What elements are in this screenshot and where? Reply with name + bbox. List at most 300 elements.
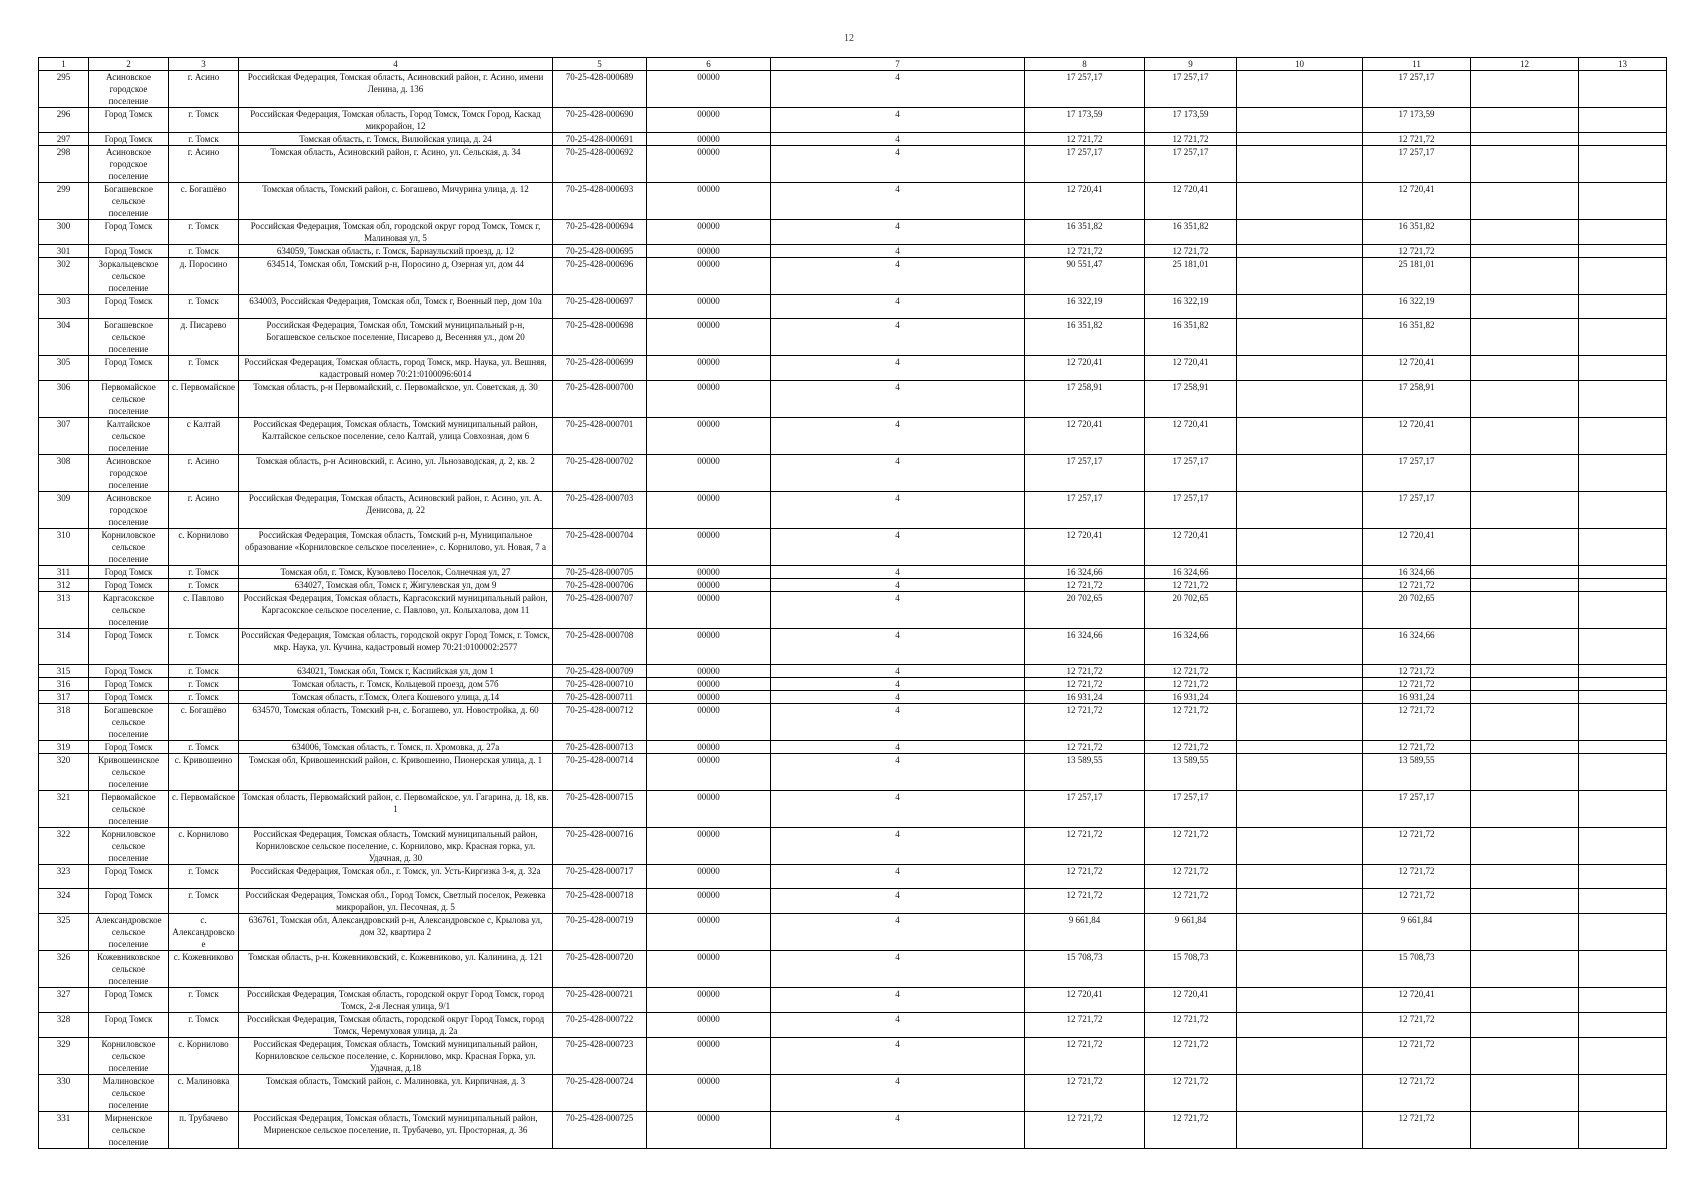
category-cell: 4 bbox=[771, 579, 1025, 592]
table-row bbox=[39, 951, 1667, 988]
empty-cell bbox=[1237, 319, 1363, 356]
municipality-cell: Корниловское сельское поселение bbox=[89, 529, 169, 566]
amount-cell: 16 322,19 bbox=[1025, 295, 1145, 319]
empty-cell bbox=[1471, 579, 1579, 592]
amount-cell: 17 257,17 bbox=[1145, 455, 1237, 492]
code-cell: 00000 bbox=[647, 108, 771, 133]
category-cell: 4 bbox=[771, 418, 1025, 455]
empty-cell bbox=[1471, 629, 1579, 665]
column-number: 2 bbox=[89, 58, 169, 71]
address-cell: 634027, Томская обл, Томск г, Жигулевская ул, дом 9 bbox=[239, 579, 553, 592]
total-cell: 16 324,66 bbox=[1363, 566, 1471, 579]
locality-cell: с. Первомайское bbox=[169, 791, 239, 828]
category-cell: 4 bbox=[771, 1112, 1025, 1149]
column-number: 12 bbox=[1471, 58, 1579, 71]
address-cell: Российская Федерация, Томская область, Томский муниципальный район, Мирненское сельское поселение, п. Трубачево, ул. Просторная, д. 36 bbox=[239, 1112, 553, 1149]
address-cell: Российская Федерация, Томская область, Томский муниципальный район, Корниловское сельское поселение, с. Корнилово, мкр. Красная горка, ул. Удачная, д. 30 bbox=[239, 828, 553, 865]
empty-cell bbox=[1579, 914, 1667, 951]
category-cell: 4 bbox=[771, 629, 1025, 665]
row-number-cell: 304 bbox=[39, 319, 89, 356]
empty-cell bbox=[1471, 529, 1579, 566]
empty-cell bbox=[1471, 71, 1579, 108]
empty-cell bbox=[1471, 1112, 1579, 1149]
amount-cell: 12 721,72 bbox=[1145, 1075, 1237, 1112]
empty-cell bbox=[1579, 741, 1667, 754]
address-cell: Томская область, р-н Первомайский, с. Первомайское, ул. Советская, д. 30 bbox=[239, 381, 553, 418]
empty-cell bbox=[1579, 381, 1667, 418]
locality-cell: д. Поросино bbox=[169, 258, 239, 295]
registry-code-cell: 70-25-428-000713 bbox=[553, 741, 647, 754]
empty-cell bbox=[1579, 592, 1667, 629]
table-row bbox=[39, 704, 1667, 741]
empty-cell bbox=[1237, 1112, 1363, 1149]
empty-cell bbox=[1237, 492, 1363, 529]
column-number: 10 bbox=[1237, 58, 1363, 71]
empty-cell bbox=[1579, 865, 1667, 889]
code-cell: 00000 bbox=[647, 418, 771, 455]
empty-cell bbox=[1471, 1013, 1579, 1038]
registry-code-cell: 70-25-428-000695 bbox=[553, 245, 647, 258]
amount-cell: 16 351,82 bbox=[1145, 220, 1237, 245]
row-number-cell: 318 bbox=[39, 704, 89, 741]
category-cell: 4 bbox=[771, 146, 1025, 183]
registry-code-cell: 70-25-428-000721 bbox=[553, 988, 647, 1013]
code-cell: 00000 bbox=[647, 629, 771, 665]
registry-code-cell: 70-25-428-000705 bbox=[553, 566, 647, 579]
total-cell: 12 721,72 bbox=[1363, 1075, 1471, 1112]
amount-cell: 12 721,72 bbox=[1025, 704, 1145, 741]
municipality-cell: Город Томск bbox=[89, 579, 169, 592]
code-cell: 00000 bbox=[647, 146, 771, 183]
empty-cell bbox=[1579, 828, 1667, 865]
empty-cell bbox=[1579, 108, 1667, 133]
registry-code-cell: 70-25-428-000710 bbox=[553, 678, 647, 691]
code-cell: 00000 bbox=[647, 566, 771, 579]
row-number-cell: 308 bbox=[39, 455, 89, 492]
address-cell: Томская область, Томский район, с. Богашево, Мичурина улица, д. 12 bbox=[239, 183, 553, 220]
code-cell: 00000 bbox=[647, 592, 771, 629]
amount-cell: 12 720,41 bbox=[1025, 988, 1145, 1013]
empty-cell bbox=[1579, 889, 1667, 914]
amount-cell: 12 721,72 bbox=[1025, 245, 1145, 258]
table-row bbox=[39, 381, 1667, 418]
amount-cell: 16 351,82 bbox=[1145, 319, 1237, 356]
row-number-cell: 312 bbox=[39, 579, 89, 592]
empty-cell bbox=[1471, 741, 1579, 754]
locality-cell: с. Богашёво bbox=[169, 183, 239, 220]
category-cell: 4 bbox=[771, 220, 1025, 245]
table-row bbox=[39, 1075, 1667, 1112]
total-cell: 12 721,72 bbox=[1363, 889, 1471, 914]
empty-cell bbox=[1579, 319, 1667, 356]
locality-cell: г. Томск bbox=[169, 566, 239, 579]
address-cell: 634021, Томская обл, Томск г, Каспийская ул, дом 1 bbox=[239, 665, 553, 678]
row-number-cell: 320 bbox=[39, 754, 89, 791]
registry-code-cell: 70-25-428-000690 bbox=[553, 108, 647, 133]
code-cell: 00000 bbox=[647, 455, 771, 492]
municipality-cell: Зоркальцевское сельское поселение bbox=[89, 258, 169, 295]
locality-cell: п. Трубачево bbox=[169, 1112, 239, 1149]
column-number: 11 bbox=[1363, 58, 1471, 71]
municipality-cell: Город Томск bbox=[89, 889, 169, 914]
municipality-cell: Город Томск bbox=[89, 245, 169, 258]
total-cell: 16 324,66 bbox=[1363, 629, 1471, 665]
category-cell: 4 bbox=[771, 889, 1025, 914]
municipality-cell: Первомайское сельское поселение bbox=[89, 381, 169, 418]
address-cell: Томская область, г. Томск, Кольцевой проезд, дом 57б bbox=[239, 678, 553, 691]
code-cell: 00000 bbox=[647, 1013, 771, 1038]
code-cell: 00000 bbox=[647, 245, 771, 258]
empty-cell bbox=[1237, 889, 1363, 914]
amount-cell: 12 721,72 bbox=[1145, 1112, 1237, 1149]
amount-cell: 12 720,41 bbox=[1145, 356, 1237, 381]
amount-cell: 16 324,66 bbox=[1025, 566, 1145, 579]
empty-cell bbox=[1579, 1112, 1667, 1149]
table-row bbox=[39, 418, 1667, 455]
total-cell: 12 720,41 bbox=[1363, 529, 1471, 566]
column-number: 8 bbox=[1025, 58, 1145, 71]
amount-cell: 90 551,47 bbox=[1025, 258, 1145, 295]
municipality-cell: Город Томск bbox=[89, 741, 169, 754]
address-cell: Томская обл, г. Томск, Кузовлево Поселок, Солнечная ул, 27 bbox=[239, 566, 553, 579]
municipality-cell: Александровское сельское поселение bbox=[89, 914, 169, 951]
empty-cell bbox=[1471, 220, 1579, 245]
empty-cell bbox=[1579, 245, 1667, 258]
address-cell: 634514, Томская обл, Томский р-н, Поросино д, Озерная ул, дом 44 bbox=[239, 258, 553, 295]
municipality-cell: Кривошеинское сельское поселение bbox=[89, 754, 169, 791]
municipality-cell: Город Томск bbox=[89, 629, 169, 665]
registry-code-cell: 70-25-428-000697 bbox=[553, 295, 647, 319]
table-row bbox=[39, 629, 1667, 665]
row-number-cell: 323 bbox=[39, 865, 89, 889]
total-cell: 17 257,17 bbox=[1363, 455, 1471, 492]
empty-cell bbox=[1471, 356, 1579, 381]
locality-cell: г. Томск bbox=[169, 865, 239, 889]
address-cell: Российская Федерация, Томская область, Асиновский район, г. Асино, ул. А. Денисова, д. 22 bbox=[239, 492, 553, 529]
registry-code-cell: 70-25-428-000714 bbox=[553, 754, 647, 791]
locality-cell: г. Томск bbox=[169, 220, 239, 245]
empty-cell bbox=[1579, 988, 1667, 1013]
amount-cell: 12 721,72 bbox=[1025, 865, 1145, 889]
registry-code-cell: 70-25-428-000719 bbox=[553, 914, 647, 951]
empty-cell bbox=[1237, 220, 1363, 245]
row-number-cell: 316 bbox=[39, 678, 89, 691]
amount-cell: 12 721,72 bbox=[1145, 828, 1237, 865]
table-row bbox=[39, 988, 1667, 1013]
category-cell: 4 bbox=[771, 319, 1025, 356]
table-row bbox=[39, 691, 1667, 704]
total-cell: 16 351,82 bbox=[1363, 220, 1471, 245]
amount-cell: 17 173,59 bbox=[1145, 108, 1237, 133]
empty-cell bbox=[1579, 146, 1667, 183]
municipality-cell: Первомайское сельское поселение bbox=[89, 791, 169, 828]
amount-cell: 12 720,41 bbox=[1145, 529, 1237, 566]
empty-cell bbox=[1237, 629, 1363, 665]
amount-cell: 16 351,82 bbox=[1025, 220, 1145, 245]
empty-cell bbox=[1471, 108, 1579, 133]
locality-cell: г. Асино bbox=[169, 71, 239, 108]
locality-cell: г. Томск bbox=[169, 295, 239, 319]
empty-cell bbox=[1237, 579, 1363, 592]
empty-cell bbox=[1471, 691, 1579, 704]
table-row bbox=[39, 1038, 1667, 1075]
empty-cell bbox=[1237, 741, 1363, 754]
code-cell: 00000 bbox=[647, 381, 771, 418]
locality-cell: г. Томск bbox=[169, 133, 239, 146]
registry-code-cell: 70-25-428-000715 bbox=[553, 791, 647, 828]
total-cell: 12 721,72 bbox=[1363, 1013, 1471, 1038]
locality-cell: г. Томск bbox=[169, 889, 239, 914]
total-cell: 12 721,72 bbox=[1363, 828, 1471, 865]
address-cell: Российская Федерация, Томская обл., Город Томск, Светлый поселок, Режевка микрорайон, ул. Песочная, д. 5 bbox=[239, 889, 553, 914]
row-number-cell: 300 bbox=[39, 220, 89, 245]
empty-cell bbox=[1579, 704, 1667, 741]
address-cell: Российская Федерация, Томская область, город Томск, мкр. Наука, ул. Вешняя, кадастровый номер 70:21:0100096:6014 bbox=[239, 356, 553, 381]
registry-code-cell: 70-25-428-000712 bbox=[553, 704, 647, 741]
column-number: 1 bbox=[39, 58, 89, 71]
amount-cell: 20 702,65 bbox=[1145, 592, 1237, 629]
municipality-cell: Каргасокское сельское поселение bbox=[89, 592, 169, 629]
table-row bbox=[39, 914, 1667, 951]
amount-cell: 25 181,01 bbox=[1145, 258, 1237, 295]
table-row bbox=[39, 566, 1667, 579]
registry-code-cell: 70-25-428-000718 bbox=[553, 889, 647, 914]
empty-cell bbox=[1471, 566, 1579, 579]
amount-cell: 16 322,19 bbox=[1145, 295, 1237, 319]
amount-cell: 15 708,73 bbox=[1025, 951, 1145, 988]
municipality-cell: Город Томск bbox=[89, 691, 169, 704]
municipality-cell: Корниловское сельское поселение bbox=[89, 1038, 169, 1075]
locality-cell: г. Томск bbox=[169, 245, 239, 258]
registry-code-cell: 70-25-428-000725 bbox=[553, 1112, 647, 1149]
total-cell: 12 720,41 bbox=[1363, 183, 1471, 220]
total-cell: 17 257,17 bbox=[1363, 146, 1471, 183]
code-cell: 00000 bbox=[647, 914, 771, 951]
table-row bbox=[39, 133, 1667, 146]
registry-code-cell: 70-25-428-000698 bbox=[553, 319, 647, 356]
empty-cell bbox=[1579, 455, 1667, 492]
municipality-cell: Корниловское сельское поселение bbox=[89, 828, 169, 865]
code-cell: 00000 bbox=[647, 356, 771, 381]
table-row bbox=[39, 865, 1667, 889]
table-body bbox=[39, 71, 1667, 1149]
municipality-cell: Город Томск bbox=[89, 566, 169, 579]
table-row bbox=[39, 1013, 1667, 1038]
municipality-cell: Город Томск bbox=[89, 295, 169, 319]
code-cell: 00000 bbox=[647, 220, 771, 245]
amount-cell: 12 721,72 bbox=[1025, 1013, 1145, 1038]
table-row bbox=[39, 71, 1667, 108]
empty-cell bbox=[1579, 691, 1667, 704]
empty-cell bbox=[1471, 418, 1579, 455]
locality-cell: с. Александровское bbox=[169, 914, 239, 951]
empty-cell bbox=[1579, 665, 1667, 678]
empty-cell bbox=[1579, 791, 1667, 828]
municipality-cell: Асиновское городское поселение bbox=[89, 71, 169, 108]
empty-cell bbox=[1471, 133, 1579, 146]
total-cell: 12 721,72 bbox=[1363, 865, 1471, 889]
empty-cell bbox=[1237, 678, 1363, 691]
empty-cell bbox=[1237, 988, 1363, 1013]
total-cell: 17 257,17 bbox=[1363, 492, 1471, 529]
empty-cell bbox=[1579, 566, 1667, 579]
amount-cell: 9 661,84 bbox=[1025, 914, 1145, 951]
code-cell: 00000 bbox=[647, 492, 771, 529]
category-cell: 4 bbox=[771, 865, 1025, 889]
total-cell: 17 257,17 bbox=[1363, 791, 1471, 828]
empty-cell bbox=[1237, 791, 1363, 828]
address-cell: Российская Федерация, Томская обл., г. Томск, ул. Усть-Киргизка 3-я, д. 32а bbox=[239, 865, 553, 889]
address-cell: Российская Федерация, Томская обл, городской округ город Томск, Томск г, Малиновая ул, 5 bbox=[239, 220, 553, 245]
amount-cell: 15 708,73 bbox=[1145, 951, 1237, 988]
amount-cell: 13 589,55 bbox=[1145, 754, 1237, 791]
amount-cell: 12 721,72 bbox=[1145, 133, 1237, 146]
registry-code-cell: 70-25-428-000699 bbox=[553, 356, 647, 381]
registry-code-cell: 70-25-428-000716 bbox=[553, 828, 647, 865]
registry-code-cell: 70-25-428-000706 bbox=[553, 579, 647, 592]
locality-cell: г. Асино bbox=[169, 146, 239, 183]
locality-cell: г. Асино bbox=[169, 455, 239, 492]
row-number-cell: 305 bbox=[39, 356, 89, 381]
municipality-cell: Асиновское городское поселение bbox=[89, 455, 169, 492]
amount-cell: 16 324,66 bbox=[1025, 629, 1145, 665]
address-cell: Томская область, Томский район, с. Малиновка, ул. Кирпичная, д. 3 bbox=[239, 1075, 553, 1112]
empty-cell bbox=[1471, 828, 1579, 865]
category-cell: 4 bbox=[771, 492, 1025, 529]
address-cell: Российская Федерация, Томская область, Томский муниципальный район, Калтайское сельское поселение, село Калтай, улица Совхозная, дом 6 bbox=[239, 418, 553, 455]
municipality-cell: Кожевниковское сельское поселение bbox=[89, 951, 169, 988]
amount-cell: 12 721,72 bbox=[1025, 665, 1145, 678]
code-cell: 00000 bbox=[647, 579, 771, 592]
column-number: 5 bbox=[553, 58, 647, 71]
address-cell: Российская Федерация, Томская область, Город Томск, Томск Город, Каскад микрорайон, 12 bbox=[239, 108, 553, 133]
category-cell: 4 bbox=[771, 988, 1025, 1013]
amount-cell: 17 257,17 bbox=[1025, 455, 1145, 492]
row-number-cell: 314 bbox=[39, 629, 89, 665]
table-row bbox=[39, 754, 1667, 791]
locality-cell: с. Кривошеино bbox=[169, 754, 239, 791]
amount-cell: 12 721,72 bbox=[1145, 889, 1237, 914]
amount-cell: 12 721,72 bbox=[1145, 665, 1237, 678]
municipality-cell: Калтайское сельское поселение bbox=[89, 418, 169, 455]
amount-cell: 17 257,17 bbox=[1145, 71, 1237, 108]
locality-cell: г. Томск bbox=[169, 678, 239, 691]
code-cell: 00000 bbox=[647, 865, 771, 889]
table-row bbox=[39, 146, 1667, 183]
category-cell: 4 bbox=[771, 754, 1025, 791]
empty-cell bbox=[1237, 418, 1363, 455]
empty-cell bbox=[1237, 828, 1363, 865]
registry-code-cell: 70-25-428-000711 bbox=[553, 691, 647, 704]
empty-cell bbox=[1237, 245, 1363, 258]
empty-cell bbox=[1237, 295, 1363, 319]
empty-cell bbox=[1237, 133, 1363, 146]
page-number: 12 bbox=[844, 33, 854, 44]
registry-table bbox=[38, 57, 1667, 1149]
empty-cell bbox=[1579, 220, 1667, 245]
municipality-cell: Город Томск bbox=[89, 1013, 169, 1038]
empty-cell bbox=[1471, 988, 1579, 1013]
locality-cell: с. Первомайское bbox=[169, 381, 239, 418]
locality-cell: с. Малиновка bbox=[169, 1075, 239, 1112]
empty-cell bbox=[1237, 258, 1363, 295]
total-cell: 15 708,73 bbox=[1363, 951, 1471, 988]
table-row bbox=[39, 741, 1667, 754]
locality-cell: г. Томск bbox=[169, 579, 239, 592]
registry-code-cell: 70-25-428-000717 bbox=[553, 865, 647, 889]
municipality-cell: Город Томск bbox=[89, 133, 169, 146]
municipality-cell: Малиновское сельское поселение bbox=[89, 1075, 169, 1112]
registry-code-cell: 70-25-428-000700 bbox=[553, 381, 647, 418]
row-number-cell: 315 bbox=[39, 665, 89, 678]
municipality-cell: Мирненское сельское поселение bbox=[89, 1112, 169, 1149]
empty-cell bbox=[1471, 889, 1579, 914]
municipality-cell: Город Томск bbox=[89, 988, 169, 1013]
empty-cell bbox=[1471, 295, 1579, 319]
row-number-cell: 322 bbox=[39, 828, 89, 865]
total-cell: 12 721,72 bbox=[1363, 133, 1471, 146]
address-cell: Томская область, Асиновский район, г. Асино, ул. Сельская, д. 34 bbox=[239, 146, 553, 183]
total-cell: 12 721,72 bbox=[1363, 741, 1471, 754]
table-row bbox=[39, 889, 1667, 914]
empty-cell bbox=[1579, 1038, 1667, 1075]
code-cell: 00000 bbox=[647, 1038, 771, 1075]
amount-cell: 17 257,17 bbox=[1145, 791, 1237, 828]
column-number: 3 bbox=[169, 58, 239, 71]
empty-cell bbox=[1579, 1075, 1667, 1112]
amount-cell: 12 721,72 bbox=[1145, 741, 1237, 754]
municipality-cell: Город Томск bbox=[89, 665, 169, 678]
amount-cell: 12 721,72 bbox=[1025, 1112, 1145, 1149]
table-row bbox=[39, 791, 1667, 828]
total-cell: 12 720,41 bbox=[1363, 356, 1471, 381]
amount-cell: 12 721,72 bbox=[1145, 1013, 1237, 1038]
table-row bbox=[39, 245, 1667, 258]
locality-cell: г. Томск bbox=[169, 665, 239, 678]
category-cell: 4 bbox=[771, 665, 1025, 678]
empty-cell bbox=[1237, 1075, 1363, 1112]
locality-cell: г. Томск bbox=[169, 988, 239, 1013]
total-cell: 12 720,41 bbox=[1363, 988, 1471, 1013]
amount-cell: 12 721,72 bbox=[1025, 133, 1145, 146]
category-cell: 4 bbox=[771, 381, 1025, 418]
amount-cell: 12 720,41 bbox=[1145, 418, 1237, 455]
amount-cell: 12 721,72 bbox=[1145, 1038, 1237, 1075]
table-row bbox=[39, 455, 1667, 492]
empty-cell bbox=[1579, 951, 1667, 988]
registry-code-cell: 70-25-428-000701 bbox=[553, 418, 647, 455]
row-number-cell: 303 bbox=[39, 295, 89, 319]
municipality-cell: Город Томск bbox=[89, 356, 169, 381]
code-cell: 00000 bbox=[647, 704, 771, 741]
code-cell: 00000 bbox=[647, 791, 771, 828]
empty-cell bbox=[1237, 865, 1363, 889]
locality-cell: с. Кожевниково bbox=[169, 951, 239, 988]
empty-cell bbox=[1237, 592, 1363, 629]
total-cell: 12 720,41 bbox=[1363, 418, 1471, 455]
registry-code-cell: 70-25-428-000693 bbox=[553, 183, 647, 220]
empty-cell bbox=[1237, 356, 1363, 381]
amount-cell: 12 721,72 bbox=[1025, 889, 1145, 914]
empty-cell bbox=[1579, 629, 1667, 665]
empty-cell bbox=[1471, 455, 1579, 492]
address-cell: Российская Федерация, Томская обл, Томский муниципальный р-н, Богашевское сельское поселение, Писарево д, Весенняя ул., дом 20 bbox=[239, 319, 553, 356]
municipality-cell: Город Томск bbox=[89, 678, 169, 691]
registry-code-cell: 70-25-428-000694 bbox=[553, 220, 647, 245]
municipality-cell: Город Томск bbox=[89, 865, 169, 889]
total-cell: 9 661,84 bbox=[1363, 914, 1471, 951]
locality-cell: г. Томск bbox=[169, 691, 239, 704]
